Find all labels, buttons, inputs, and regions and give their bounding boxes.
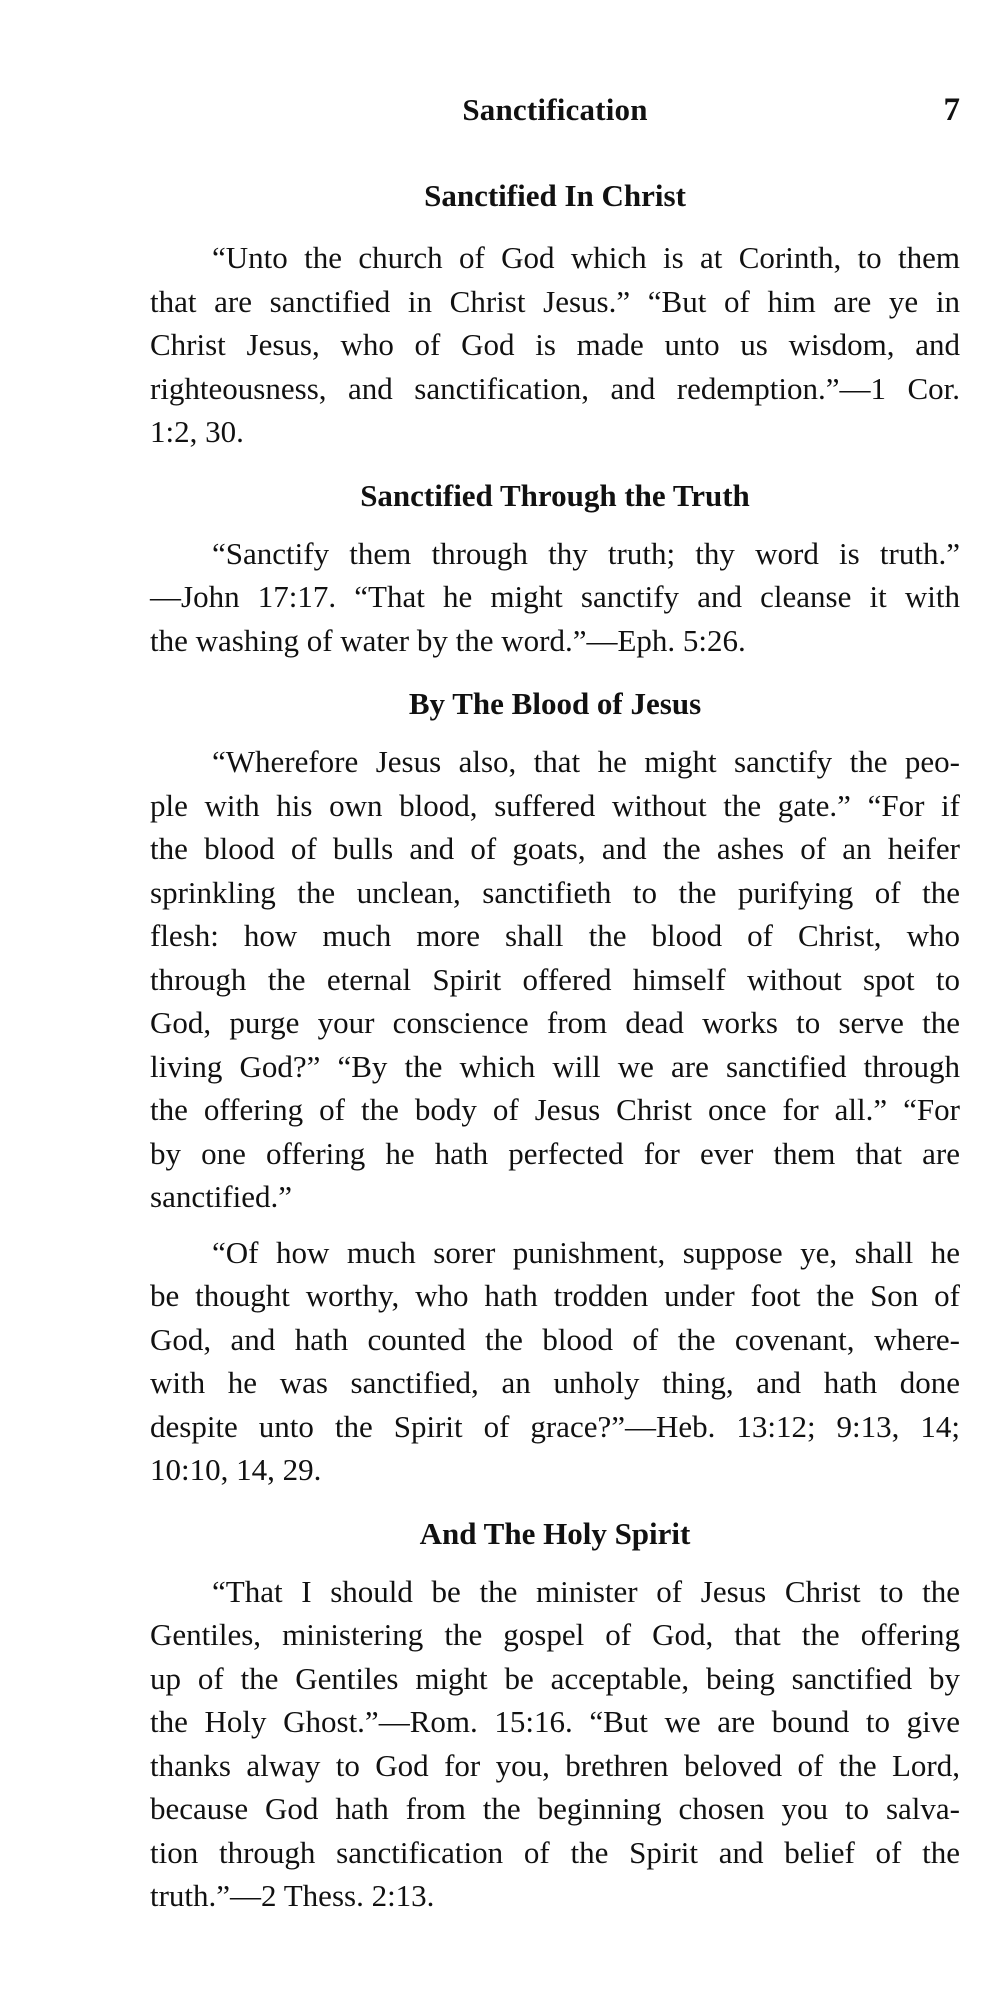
text-line: by one offering he hath perfected for ever them that are bbox=[150, 1135, 960, 1171]
section-heading: Sanctified In Christ bbox=[424, 178, 686, 213]
text-line: “Unto the church of God which is at Corinth, to them bbox=[212, 240, 960, 275]
text-line: “Wherefore Jesus also, that he might sanctify the peo- bbox=[212, 744, 960, 779]
text-line: flesh: how much more shall the blood of Christ, who bbox=[150, 918, 960, 953]
paragraph bbox=[150, 1231, 960, 1492]
text-line: God, purge your conscience from dead works to serve the bbox=[150, 1005, 960, 1040]
text-line: up of the Gentiles might be acceptable, being sanctified by bbox=[150, 1660, 960, 1696]
text-line: 10:10, 14, 29. bbox=[150, 1452, 322, 1487]
text-line: “Of how much sorer punishment, suppose ye, shall he bbox=[212, 1234, 960, 1270]
text-line: sanctified.” bbox=[150, 1179, 293, 1214]
running-head bbox=[150, 92, 960, 136]
page-content bbox=[150, 174, 960, 1918]
text-line: sprinkling the unclean, sanctifieth to the purifying of the bbox=[150, 874, 960, 910]
text-line: the washing of water by the word.”—Eph. 5:26. bbox=[150, 622, 746, 658]
paragraph bbox=[150, 236, 960, 454]
text-line: 1:2, 30. bbox=[150, 414, 244, 449]
text-line: truth.”—2 Thess. 2:13. bbox=[150, 1878, 435, 1913]
page-number: 7 bbox=[943, 92, 960, 128]
text-line: —John 17:17. “That he might sanctify and cleanse it with bbox=[150, 579, 960, 614]
text-line: with he was sanctified, an unholy thing, and hath done bbox=[150, 1365, 960, 1400]
section-heading: By The Blood of Jesus bbox=[408, 686, 702, 721]
text-line: because God hath from the beginning chosen you to salva- bbox=[150, 1791, 960, 1826]
text-line: “Sanctify them through thy truth; thy word is truth.” bbox=[212, 535, 960, 571]
text-line: that are sanctified in Christ Jesus.” “But of him are ye in bbox=[150, 283, 960, 319]
text-line: the blood of bulls and of goats, and the ashes of an heifer bbox=[150, 831, 960, 866]
paragraph bbox=[150, 740, 960, 1219]
text-line: Gentiles, ministering the gospel of God, that the offering bbox=[150, 1617, 960, 1652]
text-line: despite unto the Spirit of grace?”—Heb. 13:12; 9:13, 14; bbox=[150, 1408, 960, 1444]
text-line: “That I should be the minister of Jesus Christ to the bbox=[212, 1573, 960, 1609]
text-line: living God?” “By the which will we are sanctified through bbox=[150, 1048, 960, 1084]
text-line: the Holy Ghost.”—Rom. 15:16. “But we are bound to give bbox=[150, 1704, 960, 1739]
text-line: righteousness, and sanctification, and redemption.”—1 Cor. bbox=[150, 370, 960, 406]
text-line: through the eternal Spirit offered himself without spot to bbox=[150, 961, 960, 997]
text-line: thanks alway to God for you, brethren beloved of the Lord, bbox=[150, 1747, 960, 1783]
text-line: God, and hath counted the blood of the covenant, where- bbox=[150, 1321, 960, 1357]
text-line: tion through sanctification of the Spirit and belief of the bbox=[150, 1834, 960, 1870]
paragraph bbox=[150, 532, 960, 663]
text-line: ple with his own blood, suffered without the gate.” “For if bbox=[150, 787, 960, 823]
text-line: the offering of the body of Jesus Christ once for all.” “For bbox=[150, 1092, 960, 1127]
paragraph bbox=[150, 1570, 960, 1918]
book-page bbox=[150, 92, 960, 1942]
section-heading: And The Holy Spirit bbox=[419, 1515, 691, 1551]
section-heading: Sanctified Through the Truth bbox=[360, 477, 750, 513]
text-line: be thought worthy, who hath trodden under foot the Son of bbox=[150, 1278, 960, 1313]
running-title: Sanctification bbox=[462, 92, 648, 127]
text-line: Christ Jesus, who of God is made unto us wisdom, and bbox=[150, 327, 960, 362]
